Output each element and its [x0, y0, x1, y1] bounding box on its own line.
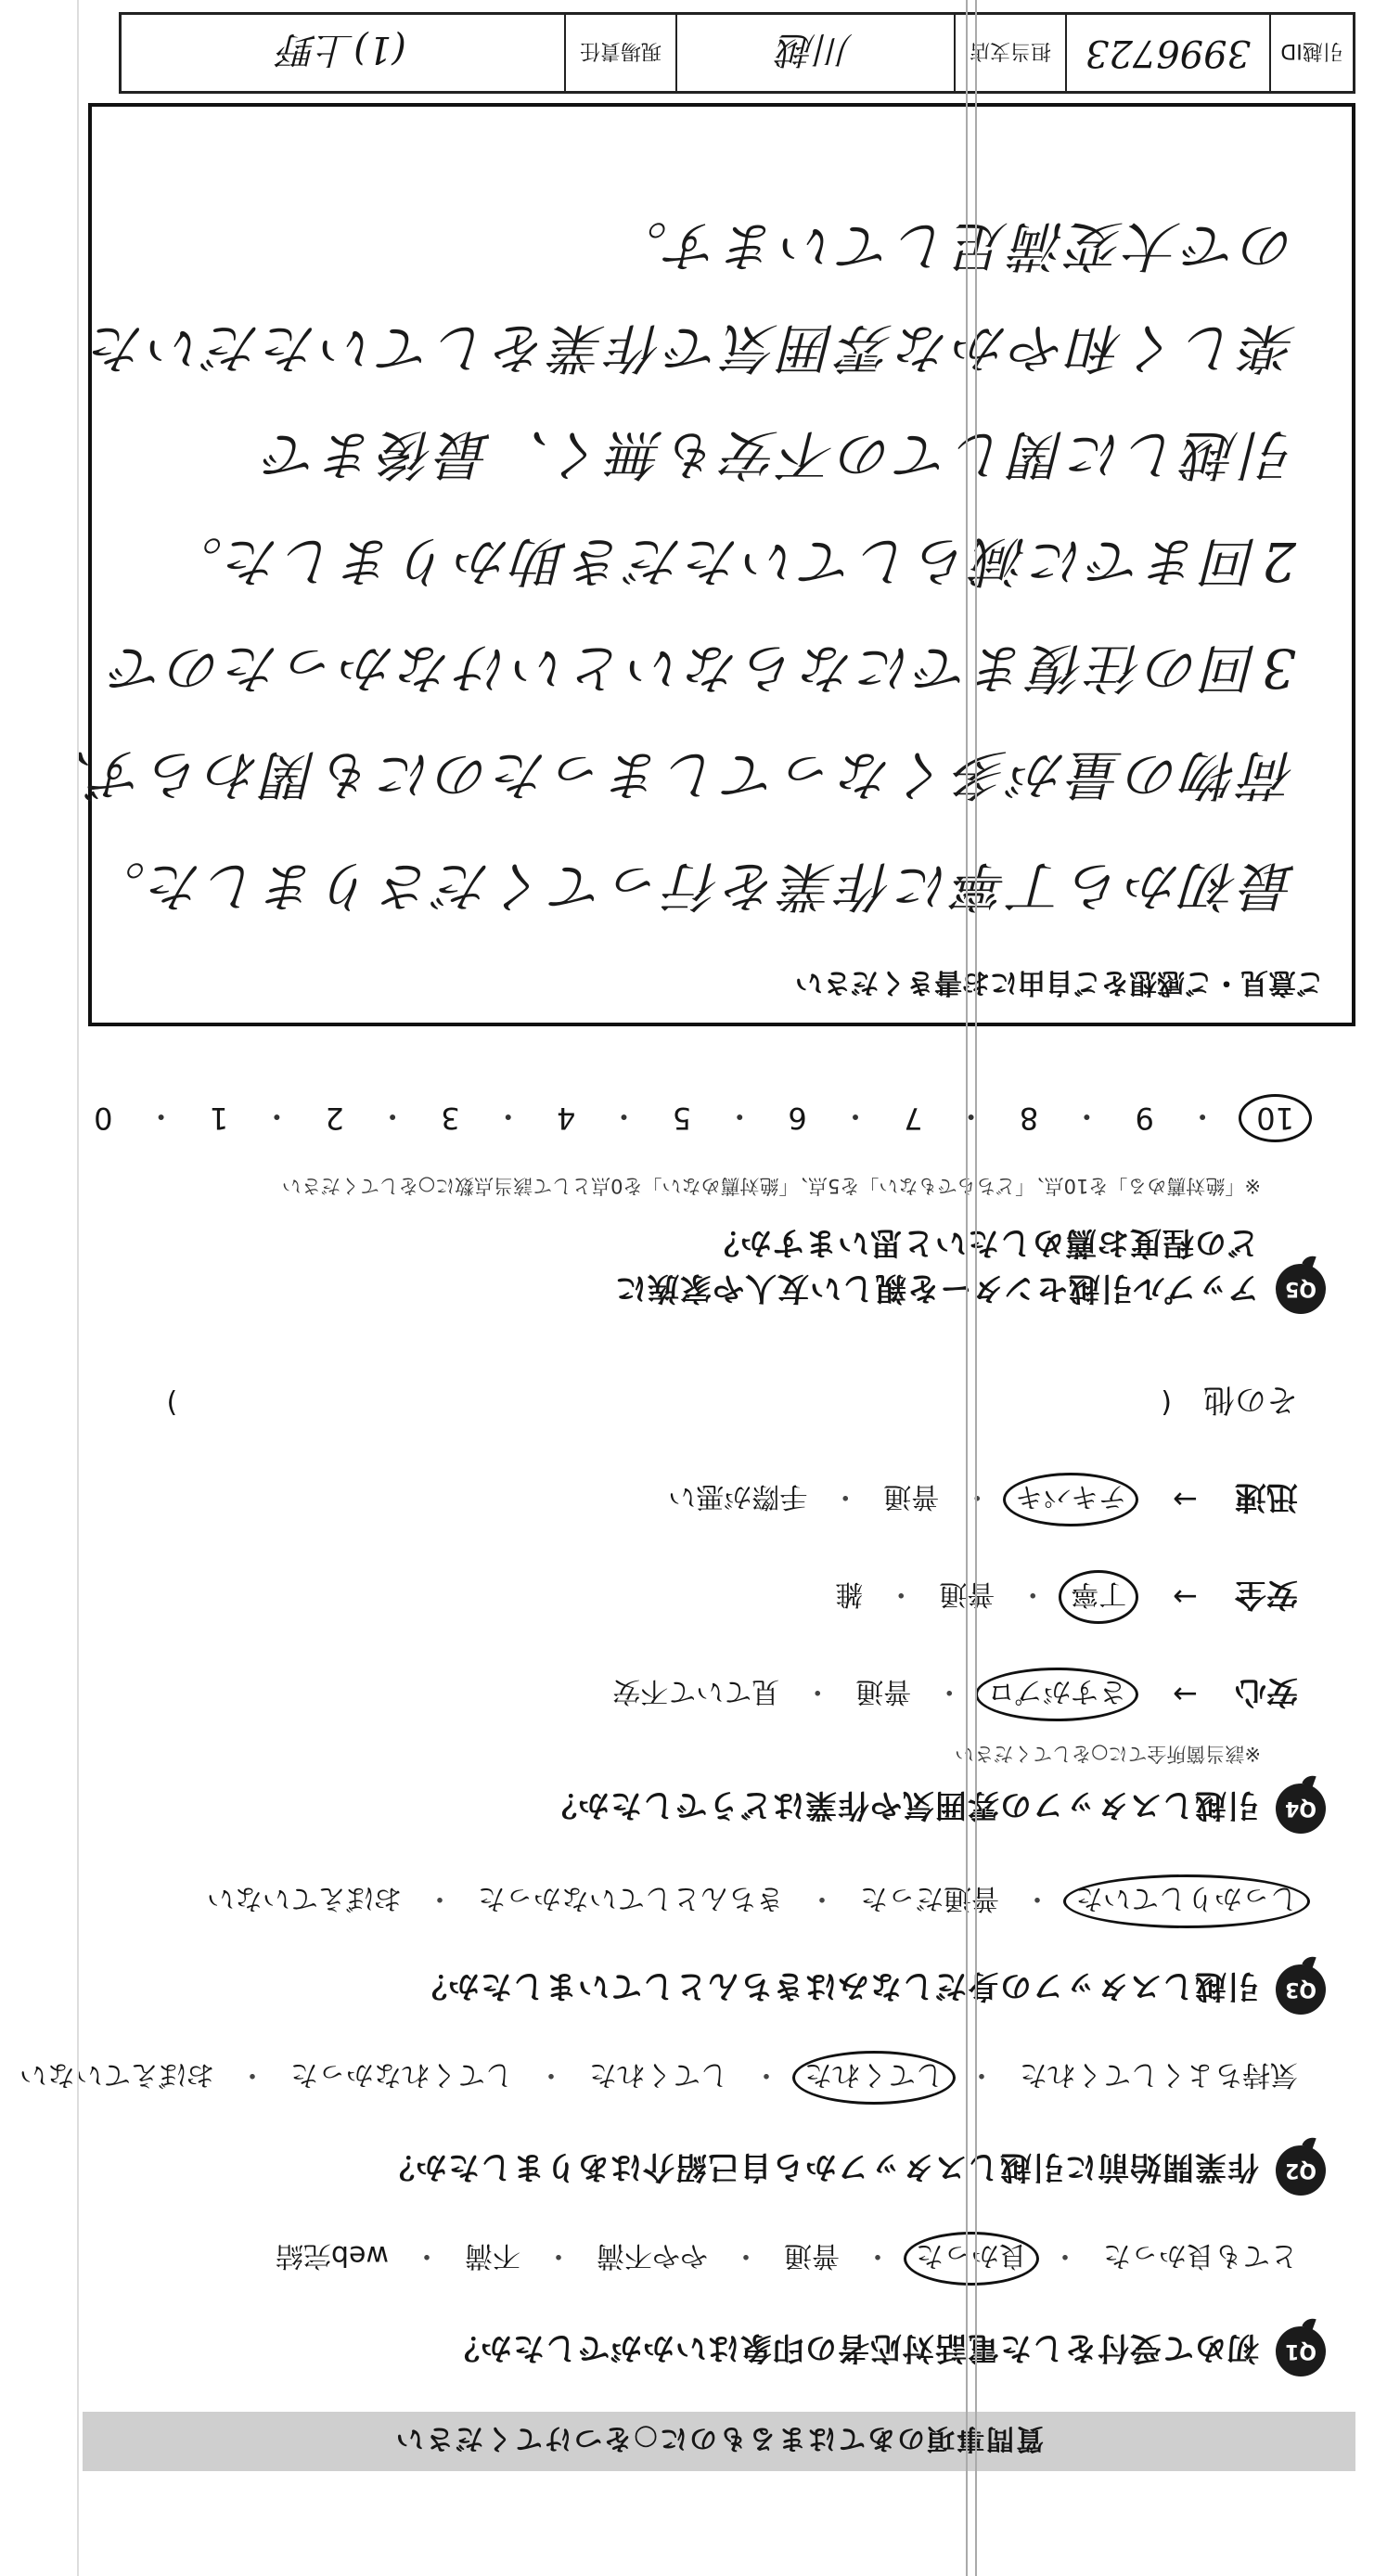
comment-line: 最初から丁寧に作業を行ってくださりました。 — [87, 855, 1296, 918]
q5-text — [614, 1223, 1259, 1314]
arrow-icon: → — [1173, 1677, 1198, 1713]
q5-score[interactable]: 2 — [325, 1101, 344, 1136]
q5-score[interactable]: 6 — [788, 1101, 807, 1136]
q3-option[interactable]: 普通だった — [860, 1882, 999, 1914]
q4-other-label: その他 — [1203, 1381, 1298, 1418]
paper-edge — [0, 0, 79, 2576]
q4-option[interactable]: 普通 — [855, 1675, 912, 1708]
q4-option[interactable]: 雑 — [835, 1578, 864, 1611]
q5-note: ※「絶対薦める」を10点、「どちらでもない」を5点、「絶対薦めない」を0点として該当点数に○をしてください — [281, 1175, 1261, 1197]
q1-badge: Q1 — [1276, 2326, 1326, 2376]
comment-line: 引越しに関しての不安も無く、最後まで — [262, 423, 1296, 486]
id-value-cell — [1065, 15, 1269, 91]
q5-score[interactable]: 9 — [1135, 1101, 1154, 1136]
id-label-cell — [1269, 15, 1353, 91]
comment-line: 荷物の量が多くなってしまったのにも関わらず、 — [34, 743, 1296, 806]
q5-text-line2: どの程度お薦めしたいと思いますか？ — [707, 1224, 1259, 1261]
q4-option-selected[interactable]: さすがプロ — [975, 1668, 1138, 1722]
comment-line: 2回までに減らしていただき助かりました。 — [165, 530, 1296, 593]
q1-text: 初めて受付をした電話対応者の印象はいかがでしたか？ — [447, 2329, 1259, 2367]
id-label: 引越ID — [1280, 39, 1343, 63]
q5-score[interactable]: 5 — [672, 1101, 692, 1136]
q5-score[interactable]: 4 — [556, 1101, 576, 1136]
q4-other-close: ) — [166, 1386, 178, 1419]
q4-option-selected[interactable]: 丁寧 — [1059, 1571, 1138, 1625]
q1-option[interactable]: web完結 — [275, 2239, 389, 2272]
instruction-banner: 質問事項のあてはまるものに○をつけてください — [83, 2412, 1355, 2471]
q3-option[interactable]: おぼえていない — [207, 1882, 402, 1914]
q4-option[interactable]: 手際が悪い — [668, 1480, 808, 1513]
q4-row-label: 安全 — [1235, 1576, 1298, 1613]
q1-option-selected[interactable]: 良かった — [904, 2232, 1039, 2286]
q4-heading — [545, 1784, 1326, 1834]
q5-score-selected[interactable]: 10 — [1239, 1094, 1312, 1142]
q1-option[interactable]: 不満 — [465, 2239, 520, 2272]
q2-text: 作業開始前に引越しスタッフから自己紹介はありましたか？ — [382, 2148, 1259, 2186]
q3-heading — [415, 1964, 1326, 2015]
q2-badge: Q2 — [1276, 2145, 1326, 2196]
q3-text: 引越しスタッフの身だしなみはきちんとしていましたか？ — [415, 1967, 1259, 2005]
q4-row-label: 迅速 — [1235, 1478, 1298, 1515]
id-value: 3996723 — [1085, 32, 1252, 74]
header-strip — [119, 12, 1355, 94]
comments-title: ご意見・ご感想をご自由にお書きください — [795, 966, 1324, 998]
branch-value: 川越 — [778, 28, 853, 71]
q2-option[interactable]: してくれなかった — [290, 2058, 513, 2091]
q4-other-row — [110, 1380, 1298, 1425]
comment-line: 3回の往復までにならないといけなかったので — [108, 637, 1296, 700]
comment-line: 楽しく和やかな雰囲気で作業をしていただいた — [87, 316, 1296, 380]
q1-option[interactable]: とても良かった — [1103, 2239, 1298, 2272]
q3-badge: Q3 — [1276, 1964, 1326, 2015]
q2-options: 気持ちよくしてくれた ・ してくれた ・ してくれた ・ してくれなかった ・ おぼえていない — [19, 2057, 1298, 2098]
branch-label: 担当支店 — [970, 39, 1052, 63]
arrow-icon: → — [1173, 1579, 1198, 1616]
q3-options: しっかりしていた ・ 普通だった ・ きちんとしていなかった ・ おぼえていない — [207, 1881, 1298, 1922]
q4-row-label: 安心 — [1235, 1673, 1298, 1710]
q1-options: とても良かった ・ 良かった ・ 普通 ・ やや不満 ・ 不満 ・ web完結 — [276, 2238, 1298, 2279]
q5-text-line1: アップル引越センターを親しい友人や家族に — [614, 1269, 1259, 1307]
comments-box[interactable] — [34, 103, 1355, 1026]
q4-other-open: ( — [1161, 1386, 1172, 1419]
q5-scale: 10 ・ 9 ・ 8 ・ 7 ・ 6 ・ 5 ・ 4 ・ 3 ・ 2 ・ 1 ・ 0 — [94, 1097, 1300, 1140]
q4-row-anshin: 安心 → さすがプロ ・ 普通 ・ 見ていて不安 — [612, 1672, 1298, 1718]
q2-option[interactable]: してくれた — [589, 2058, 728, 2091]
q4-row-jinsoku: 迅速 → テキパキ ・ 普通 ・ 手際が悪い — [668, 1477, 1298, 1523]
q2-heading — [382, 2145, 1326, 2196]
q5-score[interactable]: 7 — [904, 1101, 923, 1136]
q2-option-selected[interactable]: してくれた — [792, 2051, 956, 2105]
q3-option[interactable]: きちんとしていなかった — [478, 1882, 784, 1914]
q5-score[interactable]: 3 — [441, 1101, 460, 1136]
branch-value-cell — [675, 15, 954, 91]
q3-option-selected[interactable]: しっかりしていた — [1063, 1874, 1310, 1928]
q4-option[interactable]: 普通 — [883, 1480, 940, 1513]
leader-value-cell — [122, 15, 564, 91]
q5-score[interactable]: 0 — [94, 1101, 113, 1136]
q4-row-anzen: 安全 → 丁寧 ・ 普通 ・ 雑 — [835, 1575, 1298, 1620]
arrow-icon: → — [1173, 1482, 1198, 1518]
q5-badge: Q5 — [1276, 1264, 1326, 1314]
leader-label: 現場責任 — [580, 39, 662, 63]
q5-score[interactable]: 1 — [209, 1101, 229, 1136]
q4-text: 引越しスタッフの雰囲気や作業はどうでしたか？ — [545, 1786, 1259, 1824]
q5-score[interactable]: 8 — [1019, 1101, 1039, 1136]
q1-heading — [447, 2326, 1326, 2376]
leader-value: (1)上野 — [279, 28, 406, 71]
q4-badge: Q4 — [1276, 1784, 1326, 1834]
leader-label-cell — [564, 15, 675, 91]
q2-option[interactable]: おぼえていない — [19, 2058, 214, 2091]
q4-option[interactable]: 見ていて不安 — [612, 1675, 780, 1708]
q2-option[interactable]: 気持ちよくしてくれた — [1020, 2058, 1298, 2091]
scan-fold-line — [966, 0, 977, 2576]
q4-note: ※該当箇所全てに○をしてください — [955, 1743, 1261, 1765]
q4-option-selected[interactable]: テキパキ — [1003, 1474, 1138, 1527]
q1-option[interactable]: やや不満 — [597, 2239, 708, 2272]
q4-option[interactable]: 普通 — [939, 1578, 995, 1611]
q1-option[interactable]: 普通 — [784, 2239, 840, 2272]
comment-line: ので大変満足しています。 — [610, 214, 1296, 277]
